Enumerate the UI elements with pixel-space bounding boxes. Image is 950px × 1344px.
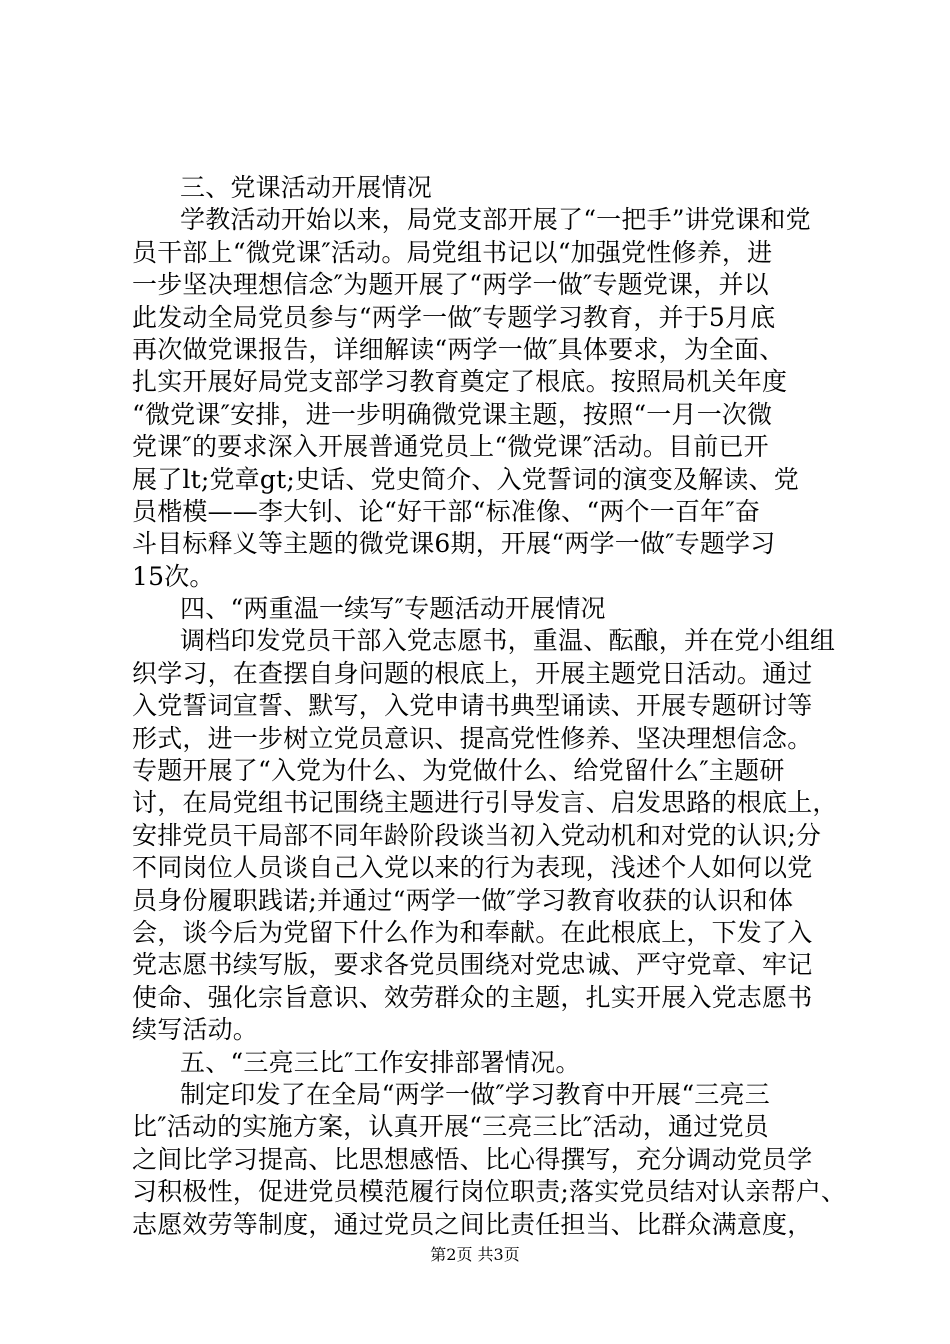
- text-line: 续写活动。: [132, 1015, 259, 1045]
- text-line: 专题开展了“入党为什么、为党做什么、给党留什么″主题研: [132, 756, 785, 786]
- text-line: 此发动全局党员参与“两学一做″专题学习教育，并于5月底: [132, 302, 776, 332]
- text-line: 习积极性，促进党员模范履行岗位职责;落实党员结对认亲帮户、: [132, 1177, 847, 1207]
- text-line: 形式，进一步树立党员意识、提高党性修养、坚决理想信念。: [132, 723, 813, 753]
- text-line: 斗目标释义等主题的微党课6期，开展“两学一做″专题学习: [132, 529, 776, 559]
- text-line: 员干部上“微党课″活动。局党组书记以“加强党性修养，进: [132, 237, 773, 267]
- text-line: “微党课″安排，进一步明确微党课主题，按照“一月一次微: [132, 399, 773, 429]
- text-line: 员身份履职践诺;并通过“两学一做″学习教育收获的认识和体: [132, 885, 794, 915]
- text-line: 五、“三亮三比″工作安排部署情况。: [180, 1047, 581, 1077]
- text-line: 使命、强化宗旨意识、效劳群众的主题，扎实开展入党志愿书: [132, 982, 813, 1012]
- text-line: 一步坚决理想信念″为题开展了“两学一做″专题党课，并以: [132, 270, 769, 300]
- text-line: 学教活动开始以来，局党支部开展了“一把手”讲党课和党: [180, 205, 811, 235]
- text-line: 党课″的要求深入开展普通党员上“微党课″活动。目前已开: [132, 432, 769, 462]
- document-body: [132, 172, 847, 1241]
- text-line: 展了lt;党章gt;史话、党史简介、入党誓词的演变及解读、党: [132, 464, 799, 494]
- text-line: 织学习，在查摆自身问题的根底上，开展主题党日活动。通过: [132, 658, 813, 688]
- text-line: 再次做党课报告，详细解读“两学一做″具体要求，为全面、: [132, 334, 785, 364]
- text-line: 三、党课活动开展情况: [180, 173, 433, 202]
- page-footer: 第2页 共3页: [430, 1245, 520, 1264]
- text-line: 15次。: [132, 561, 215, 591]
- text-line: 扎实开展好局党支部学习教育奠定了根底。按照局机关年度: [132, 367, 788, 397]
- text-line: 之间比学习提高、比思想感悟、比心得撰写，充分调动党员学: [132, 1144, 813, 1174]
- text-line: 员楷模——李大钊、论“好干部“标准像、“两个一百年″奋: [132, 496, 761, 526]
- text-line: 安排党员干局部不同年龄阶段谈当初入党动机和对党的认识;分: [132, 820, 822, 850]
- text-line: 制定印发了在全局“两学一做″学习教育中开展“三亮三: [180, 1079, 770, 1109]
- text-line: 志愿效劳等制度，通过党员之间比责任担当、比群众满意度，: [132, 1209, 813, 1239]
- text-line: 四、“两重温一续写″专题活动开展情况: [180, 594, 606, 624]
- text-line: 讨，在局党组书记围绕主题进行引导发言、启发思路的根底上，: [132, 788, 838, 818]
- text-line: 入党誓词宣誓、默写，入党申请书典型诵读、开展专题研讨等: [132, 691, 813, 721]
- text-line: 不同岗位人员谈自己入党以来的行为表现，浅述个人如何以党: [132, 853, 813, 883]
- text-line: 会，谈今后为党留下什么作为和奉献。在此根底上，下发了入: [132, 917, 813, 947]
- text-line: 比″活动的实施方案，认真开展“三亮三比″活动，通过党员: [132, 1112, 769, 1142]
- text-line: 党志愿书续写版，要求各党员围绕对党忠诚、严守党章、牢记: [132, 950, 813, 980]
- text-line: 调档印发党员干部入党志愿书，重温、酝酿，并在党小组组: [180, 626, 836, 656]
